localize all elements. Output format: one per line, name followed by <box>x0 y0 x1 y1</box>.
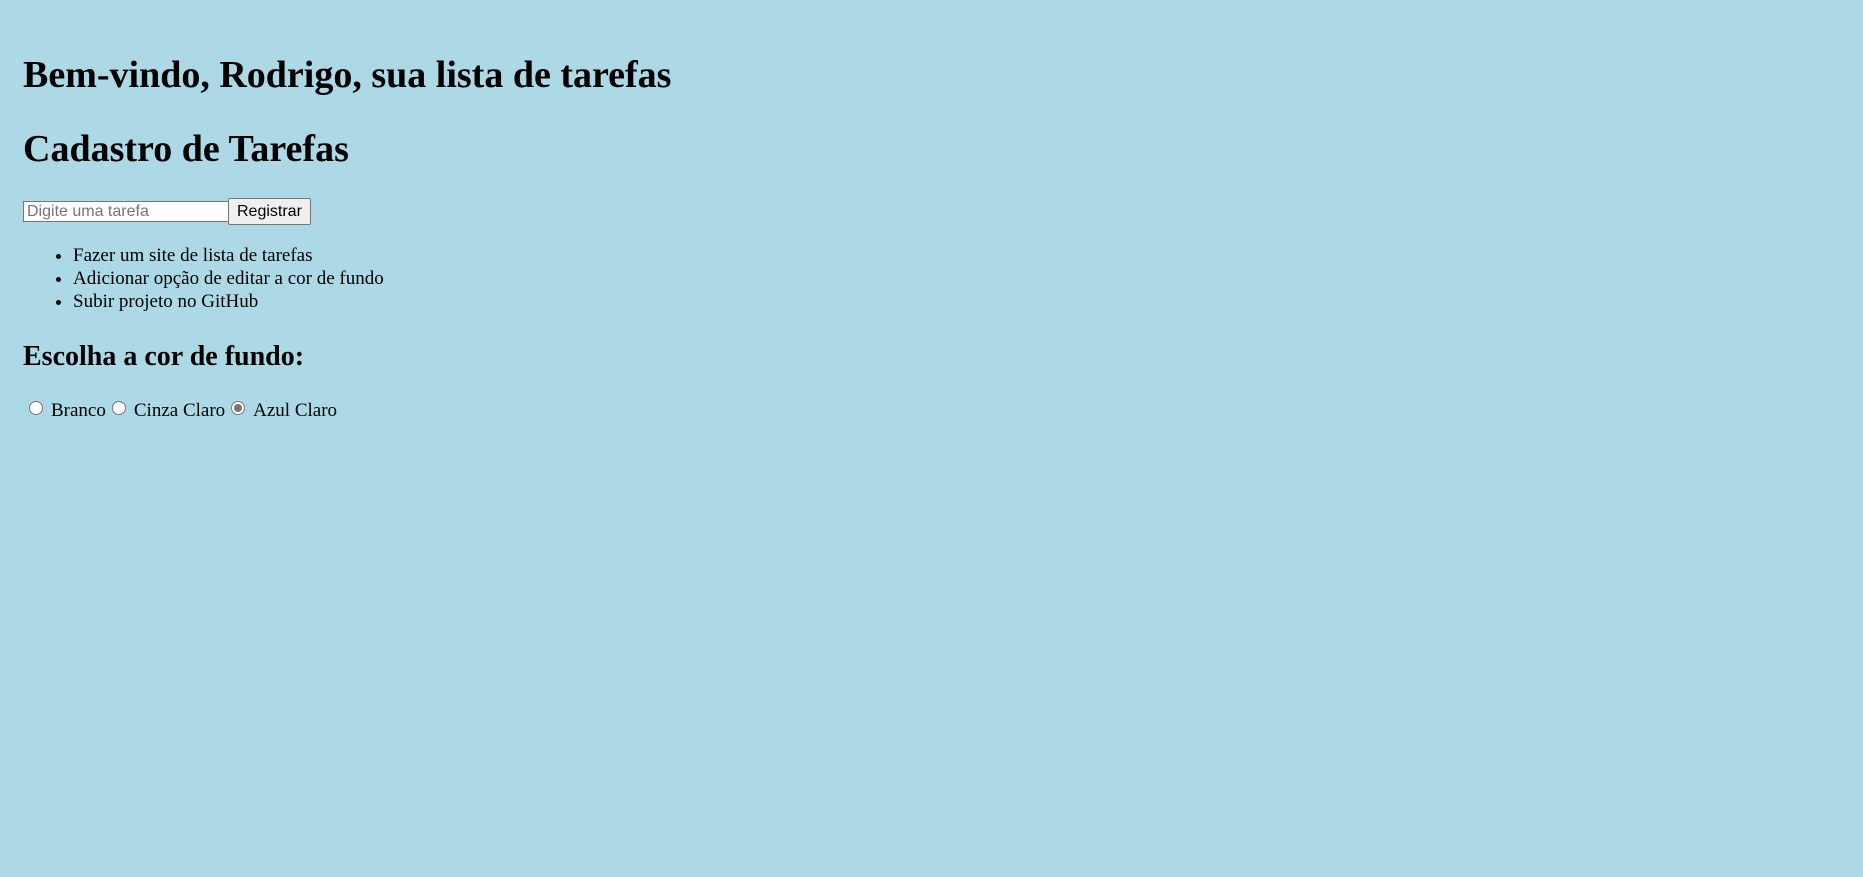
background-color-title: Escolha a cor de fundo: <box>23 341 305 372</box>
task-input[interactable] <box>23 201 229 222</box>
task-list <box>23 244 384 313</box>
radio-label-azul-claro[interactable]: Azul Claro <box>253 400 338 421</box>
list-item: • Fazer um site de lista de tarefas <box>73 244 384 267</box>
radio-label-cinza-claro[interactable]: Cinza Claro <box>133 400 226 421</box>
option-cinza-claro <box>106 399 225 423</box>
radio-azul-claro[interactable] <box>231 401 245 415</box>
option-branco <box>23 399 106 423</box>
list-item: • Subir projeto no GitHub <box>73 290 384 313</box>
list-item: • Adicionar opção de editar a cor de fundo <box>73 267 384 290</box>
welcome-title: Bem-vindo, Rodrigo, sua lista de tarefas <box>23 54 672 96</box>
task-form-title: Cadastro de Tarefas <box>23 128 349 170</box>
radio-label-branco[interactable]: Branco <box>51 400 106 421</box>
task-form <box>23 198 311 225</box>
radio-cinza-claro[interactable] <box>112 401 126 415</box>
background-color-options <box>23 399 337 423</box>
radio-branco[interactable] <box>29 401 43 415</box>
register-button[interactable]: Registrar <box>228 198 311 225</box>
option-azul-claro <box>225 399 337 423</box>
